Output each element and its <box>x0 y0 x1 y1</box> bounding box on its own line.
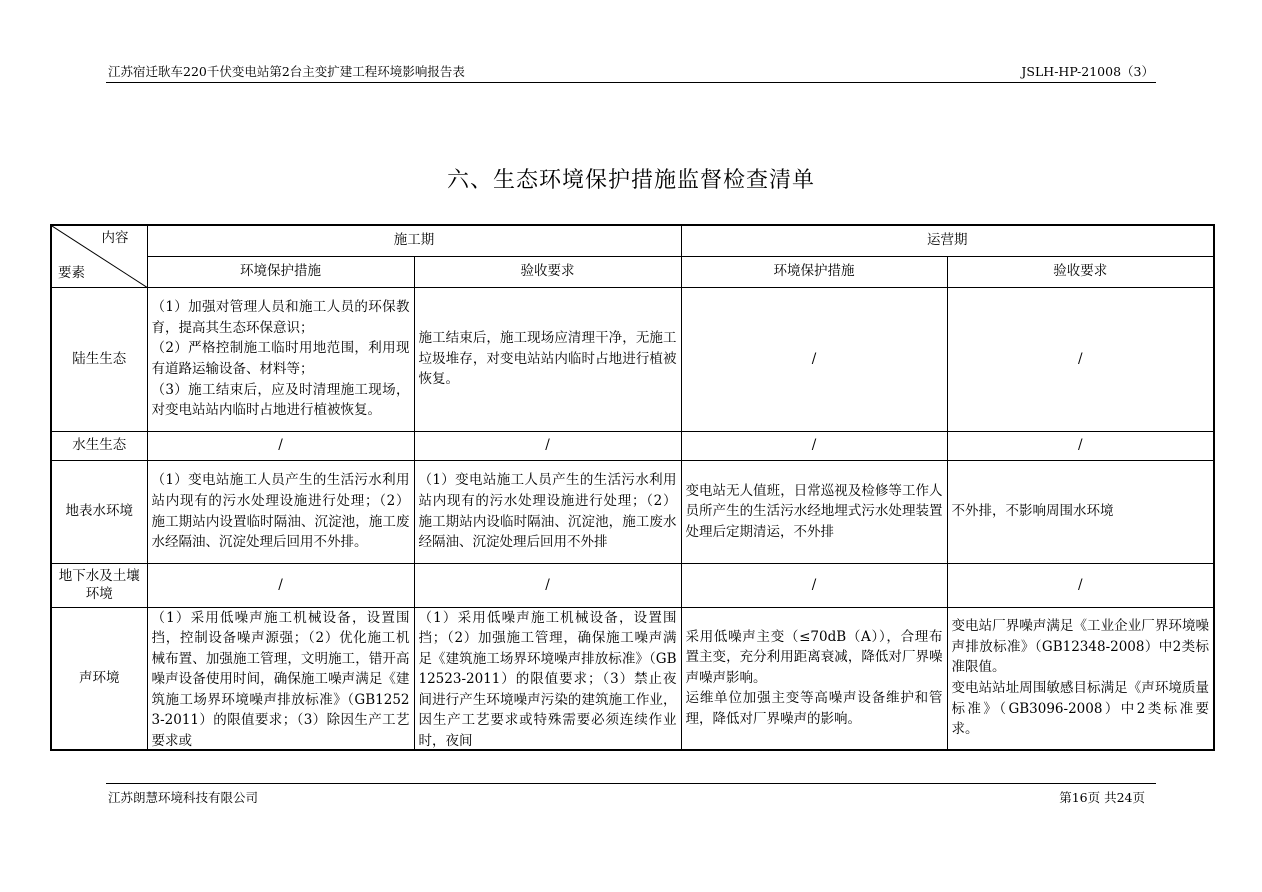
header-operation-measures: 环境保护措施 <box>681 256 947 287</box>
corner-label-content: 内容 <box>101 230 129 246</box>
table-row-aquatic-ecology <box>51 431 1214 460</box>
cell-operation-measures <box>681 607 947 750</box>
footer-page-number: 第16页 共24页 <box>1059 790 1145 805</box>
supervision-checklist-table <box>50 224 1215 751</box>
corner-label-element: 要素 <box>58 264 85 281</box>
cell-operation-acceptance <box>947 607 1214 750</box>
row-element-label: 声环境 <box>51 607 147 750</box>
cell-construction-measures: / <box>147 431 414 460</box>
cell-operation-measures <box>681 460 947 563</box>
cell-text: （1）采用低噪声施工机械设备，设置围挡；（2）加强施工管理，确保施工噪声满足《建筑施工场界环境噪声排放标准》（GB12523-2011）的限值要求；（3）禁止夜间进行产生环境噪声污染的建筑施工作业，因生产工艺要求或特殊需要必须连续作业时，夜间 <box>418 609 677 749</box>
corner-header-cell <box>51 225 147 287</box>
table-header-row-columns <box>51 256 1214 287</box>
page-title: 六、生态环境保护措施监督检查清单 <box>446 168 815 193</box>
header-construction-phase: 施工期 <box>147 225 681 256</box>
header-operation-phase: 运营期 <box>681 225 1214 256</box>
cell-text: 变电站无人值班，日常巡视及检修等工作人员所产生的生活污水经地埋式污水处理装置处理后定期清运，不外排 <box>685 482 943 540</box>
row-element-label: 水生生态 <box>51 431 147 460</box>
cell-operation-acceptance: / <box>947 563 1214 607</box>
cell-construction-measures <box>147 607 414 750</box>
cell-operation-measures: / <box>681 563 947 607</box>
cell-construction-measures <box>147 287 414 431</box>
table-header-row-phase <box>51 225 1214 256</box>
footer-divider <box>106 783 1156 784</box>
cell-text: （1）采用低噪声施工机械设备，设置围挡，控制设备噪声源强；（2）优化施工机械布置、加强施工管理，文明施工，错开高噪声设备使用时间，确保施工噪声满足《建筑施工场界环境噪声排放标准》（GB12523-2011）的限值要求；（3）除因生产工艺要求或 <box>151 609 410 749</box>
cell-text: （1）变电站施工人员产生的生活污水利用站内现有的污水处理设施进行处理；（2）施工期站内设临时隔油、沉淀池，施工废水经隔油、沉淀处理后回用不外排 <box>418 472 677 551</box>
row-element-label: 地下水及土壤环境 <box>51 563 147 607</box>
header-construction-measures: 环境保护措施 <box>147 256 414 287</box>
cell-operation-acceptance: 不外排，不影响周围水环境 <box>947 460 1214 563</box>
cell-construction-acceptance <box>414 287 681 431</box>
cell-operation-measures: / <box>681 287 947 431</box>
table-row-terrestrial-ecology <box>51 287 1214 431</box>
row-element-label: 陆生生态 <box>51 287 147 431</box>
cell-construction-acceptance: / <box>414 431 681 460</box>
cell-construction-measures: / <box>147 563 414 607</box>
cell-operation-acceptance: / <box>947 287 1214 431</box>
cell-text: （1）变电站施工人员产生的生活污水利用站内现有的污水处理设施进行处理；（2）施工期站内设置临时隔油、沉淀池，施工废水经隔油、沉淀处理后回用不外排。 <box>151 472 410 551</box>
footer-company-name: 江苏朗慧环境科技有限公司 <box>108 790 259 805</box>
cell-construction-acceptance <box>414 460 681 563</box>
cell-construction-acceptance: / <box>414 563 681 607</box>
cell-text: 采用低噪声主变（≤70dB（A）），合理布置主变，充分利用距离衰减，降低对厂界噪声噪声影响。 运维单位加强主变等高噪声设备维护和管理，降低对厂界噪声的影响。 <box>685 628 943 727</box>
header-divider <box>106 82 1156 83</box>
cell-construction-measures <box>147 460 414 563</box>
table-row-groundwater-soil <box>51 563 1214 607</box>
cell-text: 变电站厂界噪声满足《工业企业厂界环境噪声排放标准》（GB12348-2008）中2类标准限值。 变电站站址周围敏感目标满足《声环境质量标准》（GB3096-2008）中2类标准要求。 <box>951 618 1209 738</box>
table-row-surface-water <box>51 460 1214 563</box>
header-operation-acceptance: 验收要求 <box>947 256 1214 287</box>
cell-text: 施工结束后，施工现场应清理干净，无施工垃圾堆存，对变电站站内临时占地进行植被恢复。 <box>418 330 677 388</box>
header-report-title: 江苏宿迁耿车220千伏变电站第2台主变扩建工程环境影响报告表 <box>108 64 465 79</box>
cell-text: （1）加强对管理人员和施工人员的环保教育，提高其生态环保意识； （2）严格控制施工临时用地范围，利用现有道路运输设备、材料等； （3）施工结束后，应及时清理施工现场，对变电站站内临时占地进行植被恢复。 <box>151 299 410 419</box>
row-element-label: 地表水环境 <box>51 460 147 563</box>
cell-construction-acceptance <box>414 607 681 750</box>
table-row-acoustic-environment <box>51 607 1214 750</box>
header-document-code: JSLH-HP-21008（3） <box>1021 64 1154 79</box>
cell-operation-measures: / <box>681 431 947 460</box>
cell-operation-acceptance: / <box>947 431 1214 460</box>
header-construction-acceptance: 验收要求 <box>414 256 681 287</box>
